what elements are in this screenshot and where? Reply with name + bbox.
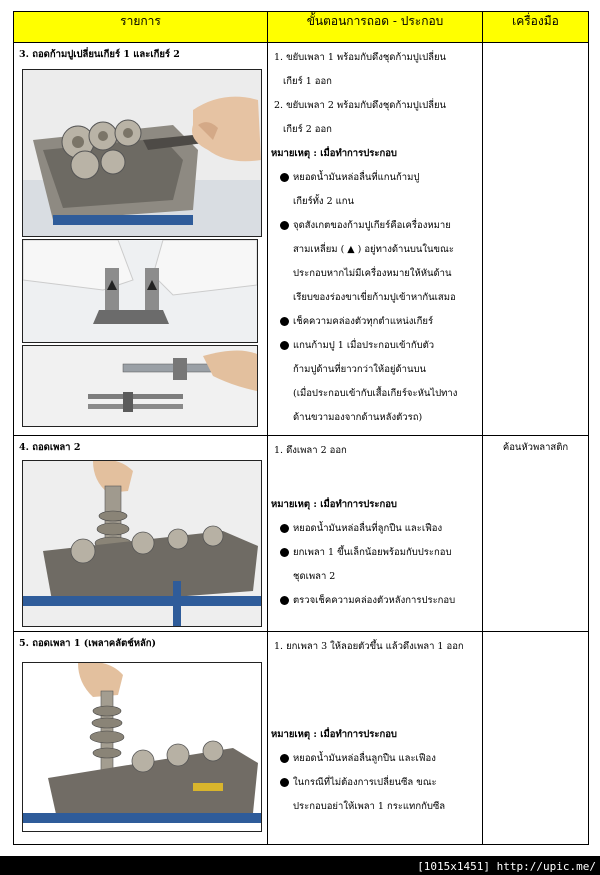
header-item: รายการ xyxy=(14,12,268,43)
section-3-steps-cell xyxy=(268,43,483,436)
section-4-bullet-3: ตรวจเช็คความคล่องตัวหลังการประกอบ xyxy=(268,589,482,613)
remove-shaft-1-photo xyxy=(22,662,262,832)
bullet-icon xyxy=(280,317,289,326)
bullet-icon xyxy=(280,548,289,557)
shift-fork-triangle-mark-photo xyxy=(22,239,258,343)
section-4-tool-cell xyxy=(483,436,589,632)
section-4-tool: ค้อนหัวพลาสติก xyxy=(502,442,569,453)
section-4-step-1: 1. ดึงเพลา 2 ออก xyxy=(274,445,347,456)
section-3-tool-cell xyxy=(483,43,589,436)
section-row-3 xyxy=(14,43,589,436)
header-steps: ขั้นตอนการถอด - ประกอบ xyxy=(268,12,483,43)
section-row-5 xyxy=(14,632,589,845)
gearbox-photo-shift-forks xyxy=(22,69,262,237)
section-5-tool xyxy=(483,632,588,636)
section-3-step-1: 1. ขยับเพลา 1 พร้อมกับดึงชุดก้ามปูเปลี่ยน เกียร์ 1 ออก xyxy=(274,52,447,87)
section-row-4 xyxy=(14,436,589,632)
section-3-note-heading: หมายเหตุ : เมื่อทำการประกอบ xyxy=(271,148,397,159)
section-3-bullet-3: เช็คความคล่องตัวทุกตำแหน่งเกียร์ xyxy=(268,310,482,334)
section-5-bullet-2: ในกรณีที่ไม่ต้องการเปลี่ยนซีล ขณะ ประกอบอย่าให้เพลา 1 กระแทกกับซีล xyxy=(268,771,482,819)
section-5-note-heading: หมายเหตุ : เมื่อทำการประกอบ xyxy=(271,729,397,740)
section-5-step-1: 1. ยกเพลา 3 ให้ลอยตัวขึ้น แล้วดึงเพลา 1 ออก xyxy=(274,641,464,652)
section-4-bullet-2: ยกเพลา 1 ขึ้นเล็กน้อยพร้อมกับประกอบ ชุดเพลา 2 xyxy=(268,541,482,589)
section-3-tool xyxy=(483,43,588,47)
bullet-icon xyxy=(280,754,289,763)
section-4-item-cell xyxy=(14,436,268,632)
bullet-icon xyxy=(280,524,289,533)
image-host-footer: [1015x1451] http://upic.me/ xyxy=(417,860,596,873)
section-3-bullet-2: จุดสังเกตของก้ามปูเกียร์คือเครื่องหมาย สามเหลี่ยม ( ▲ ) อยู่ทางด้านบนในขณะ ประกอบหากไม่มีเครื่องหมายให้หันด้าน เรียบของร่องขาเขี่ยก้ามปูเข้าหากันเสมอ xyxy=(268,214,482,310)
bullet-icon xyxy=(280,173,289,182)
header-tools: เครื่องมือ xyxy=(483,12,589,43)
bullet-icon xyxy=(280,596,289,605)
shift-fork-shafts-caliper-photo xyxy=(22,345,258,427)
section-4-steps-cell xyxy=(268,436,483,632)
remove-shaft-2-photo xyxy=(22,460,262,627)
bullet-icon xyxy=(280,778,289,787)
section-3-bullet-1: หยอดน้ำมันหล่อลื่นที่แกนก้ามปู เกียร์ทั้ง 2 แกน xyxy=(268,166,482,214)
section-3-title: 3. ถอดก้ามปูเปลี่ยนเกียร์ 1 และเกียร์ 2 xyxy=(19,49,180,60)
section-3-item-cell xyxy=(14,43,268,436)
procedure-table xyxy=(13,11,589,845)
section-5-tool-cell xyxy=(483,632,589,845)
section-3-bullet-4: แกนก้ามปู 1 เมื่อประกอบเข้ากับตัว ก้ามปูด้านที่ยาวกว่าให้อยู่ด้านบน (เมื่อประกอบเข้ากับเสื้อเกียร์จะหันไปทาง ด้านขวามองจากด้านหลังตัวรถ) xyxy=(268,334,482,430)
section-5-bullet-1: หยอดน้ำมันหล่อลื่นลูกปืน และเฟือง xyxy=(268,747,482,771)
section-4-note-heading: หมายเหตุ : เมื่อทำการประกอบ xyxy=(271,499,397,510)
section-5-steps-cell xyxy=(268,632,483,845)
section-4-title: 4. ถอดเพลา 2 xyxy=(19,442,81,453)
section-3-step-2: 2. ขยับเพลา 2 พร้อมกับดึงชุดก้ามปูเปลี่ยน เกียร์ 2 ออก xyxy=(274,100,447,135)
section-4-bullet-1: หยอดน้ำมันหล่อลื่นที่ลูกปืน และเฟือง xyxy=(268,517,482,541)
table-header-row xyxy=(14,12,589,43)
bullet-icon xyxy=(280,341,289,350)
bullet-icon xyxy=(280,221,289,230)
section-5-title: 5. ถอดเพลา 1 (เพลาคลัตช์หลัก) xyxy=(19,638,157,649)
section-5-item-cell xyxy=(14,632,268,845)
